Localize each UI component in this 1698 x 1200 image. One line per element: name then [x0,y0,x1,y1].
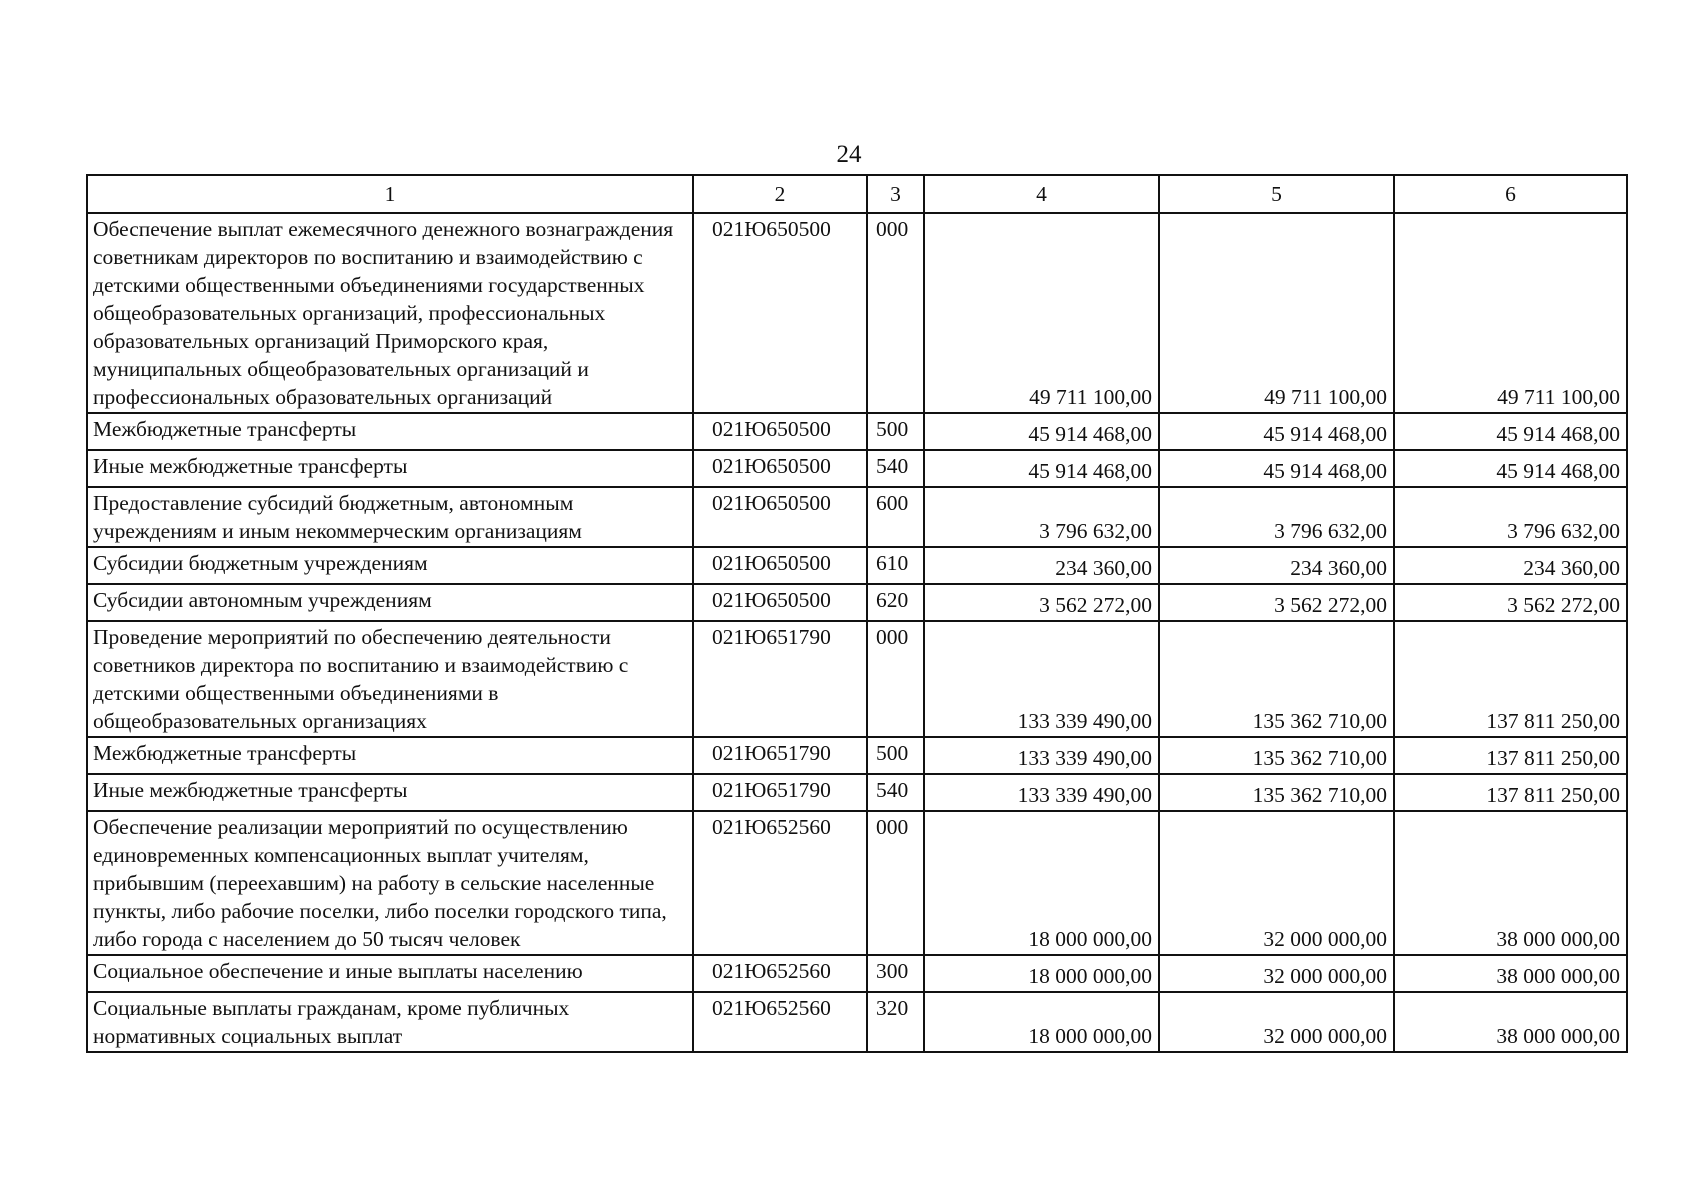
row-code: 021Ю651790 [693,737,867,774]
row-name: Социальные выплаты гражданам, кроме публичных нормативных социальных выплат [87,992,693,1052]
budget-table [86,174,1628,1053]
table-row [87,737,1627,774]
column-header-amount-2: 5 [1159,175,1394,213]
row-type: 000 [867,811,924,955]
row-code: 021Ю650500 [693,450,867,487]
row-name: Обеспечение выплат ежемесячного денежного вознаграждения советникам директоров по воспитанию и взаимодействию с детскими общественными объединениями государственных общеобразовательных организаций, профессиональных образовательных организаций Приморского края, муниципальных общеобразовательных организаций и профессиональных образовательных организаций [87,213,693,413]
row-amount-1: 133 339 490,00 [924,621,1159,737]
page-number: 24 [836,141,862,168]
table-row [87,487,1627,547]
row-name: Предоставление субсидий бюджетным, автономным учреждениям и иным некоммерческим организациям [87,487,693,547]
row-name: Межбюджетные трансферты [87,737,693,774]
row-type: 540 [867,450,924,487]
row-name: Субсидии бюджетным учреждениям [87,547,693,584]
row-amount-2: 32 000 000,00 [1159,955,1394,992]
row-amount-3: 3 796 632,00 [1394,487,1627,547]
row-code: 021Ю652560 [693,992,867,1052]
row-amount-2: 135 362 710,00 [1159,737,1394,774]
row-amount-2: 135 362 710,00 [1159,774,1394,811]
column-header-code: 2 [693,175,867,213]
row-type: 600 [867,487,924,547]
row-amount-2: 234 360,00 [1159,547,1394,584]
row-code: 021Ю651790 [693,621,867,737]
row-name: Иные межбюджетные трансферты [87,774,693,811]
row-type: 500 [867,737,924,774]
row-amount-3: 38 000 000,00 [1394,992,1627,1052]
table-row [87,213,1627,413]
row-amount-1: 45 914 468,00 [924,450,1159,487]
column-header-type: 3 [867,175,924,213]
row-name: Межбюджетные трансферты [87,413,693,450]
row-amount-2: 32 000 000,00 [1159,992,1394,1052]
row-amount-1: 18 000 000,00 [924,955,1159,992]
row-type: 540 [867,774,924,811]
row-amount-2: 45 914 468,00 [1159,450,1394,487]
row-code: 021Ю650500 [693,413,867,450]
row-amount-3: 137 811 250,00 [1394,621,1627,737]
row-name: Обеспечение реализации мероприятий по осуществлению единовременных компенсационных выплат учителям, прибывшим (переехавшим) на работу в сельские населенные пункты, либо рабочие поселки, либо поселки городского типа, либо города с населением до 50 тысяч человек [87,811,693,955]
table-row [87,450,1627,487]
row-code: 021Ю650500 [693,547,867,584]
row-name: Проведение мероприятий по обеспечению деятельности советников директора по воспитанию и взаимодействию с детскими общественными объединениями в общеобразовательных организациях [87,621,693,737]
table-row [87,811,1627,955]
row-name: Субсидии автономным учреждениям [87,584,693,621]
row-type: 620 [867,584,924,621]
row-code: 021Ю652560 [693,811,867,955]
row-amount-2: 49 711 100,00 [1159,213,1394,413]
row-amount-3: 45 914 468,00 [1394,413,1627,450]
row-amount-1: 49 711 100,00 [924,213,1159,413]
row-code: 021Ю650500 [693,584,867,621]
row-amount-1: 18 000 000,00 [924,811,1159,955]
row-code: 021Ю650500 [693,487,867,547]
row-type: 610 [867,547,924,584]
row-type: 300 [867,955,924,992]
row-amount-3: 234 360,00 [1394,547,1627,584]
row-amount-2: 3 562 272,00 [1159,584,1394,621]
row-name: Социальное обеспечение и иные выплаты населению [87,955,693,992]
row-type: 500 [867,413,924,450]
table-row [87,621,1627,737]
column-header-name: 1 [87,175,693,213]
row-type: 000 [867,213,924,413]
table-row [87,955,1627,992]
row-amount-3: 45 914 468,00 [1394,450,1627,487]
row-amount-1: 133 339 490,00 [924,774,1159,811]
row-amount-2: 45 914 468,00 [1159,413,1394,450]
row-amount-3: 3 562 272,00 [1394,584,1627,621]
row-amount-1: 18 000 000,00 [924,992,1159,1052]
table-row [87,584,1627,621]
row-amount-3: 137 811 250,00 [1394,737,1627,774]
row-amount-3: 38 000 000,00 [1394,955,1627,992]
table-row [87,547,1627,584]
table-row [87,774,1627,811]
row-amount-1: 3 796 632,00 [924,487,1159,547]
row-amount-2: 135 362 710,00 [1159,621,1394,737]
row-amount-2: 32 000 000,00 [1159,811,1394,955]
table-row [87,992,1627,1052]
row-type: 000 [867,621,924,737]
row-amount-3: 137 811 250,00 [1394,774,1627,811]
row-amount-1: 133 339 490,00 [924,737,1159,774]
row-amount-1: 45 914 468,00 [924,413,1159,450]
row-amount-3: 38 000 000,00 [1394,811,1627,955]
row-amount-2: 3 796 632,00 [1159,487,1394,547]
row-code: 021Ю652560 [693,955,867,992]
table-row [87,413,1627,450]
row-amount-3: 49 711 100,00 [1394,213,1627,413]
row-code: 021Ю651790 [693,774,867,811]
row-type: 320 [867,992,924,1052]
row-amount-1: 234 360,00 [924,547,1159,584]
row-code: 021Ю650500 [693,213,867,413]
column-header-amount-1: 4 [924,175,1159,213]
row-name: Иные межбюджетные трансферты [87,450,693,487]
row-amount-1: 3 562 272,00 [924,584,1159,621]
column-header-amount-3: 6 [1394,175,1627,213]
header-row [87,175,1627,213]
